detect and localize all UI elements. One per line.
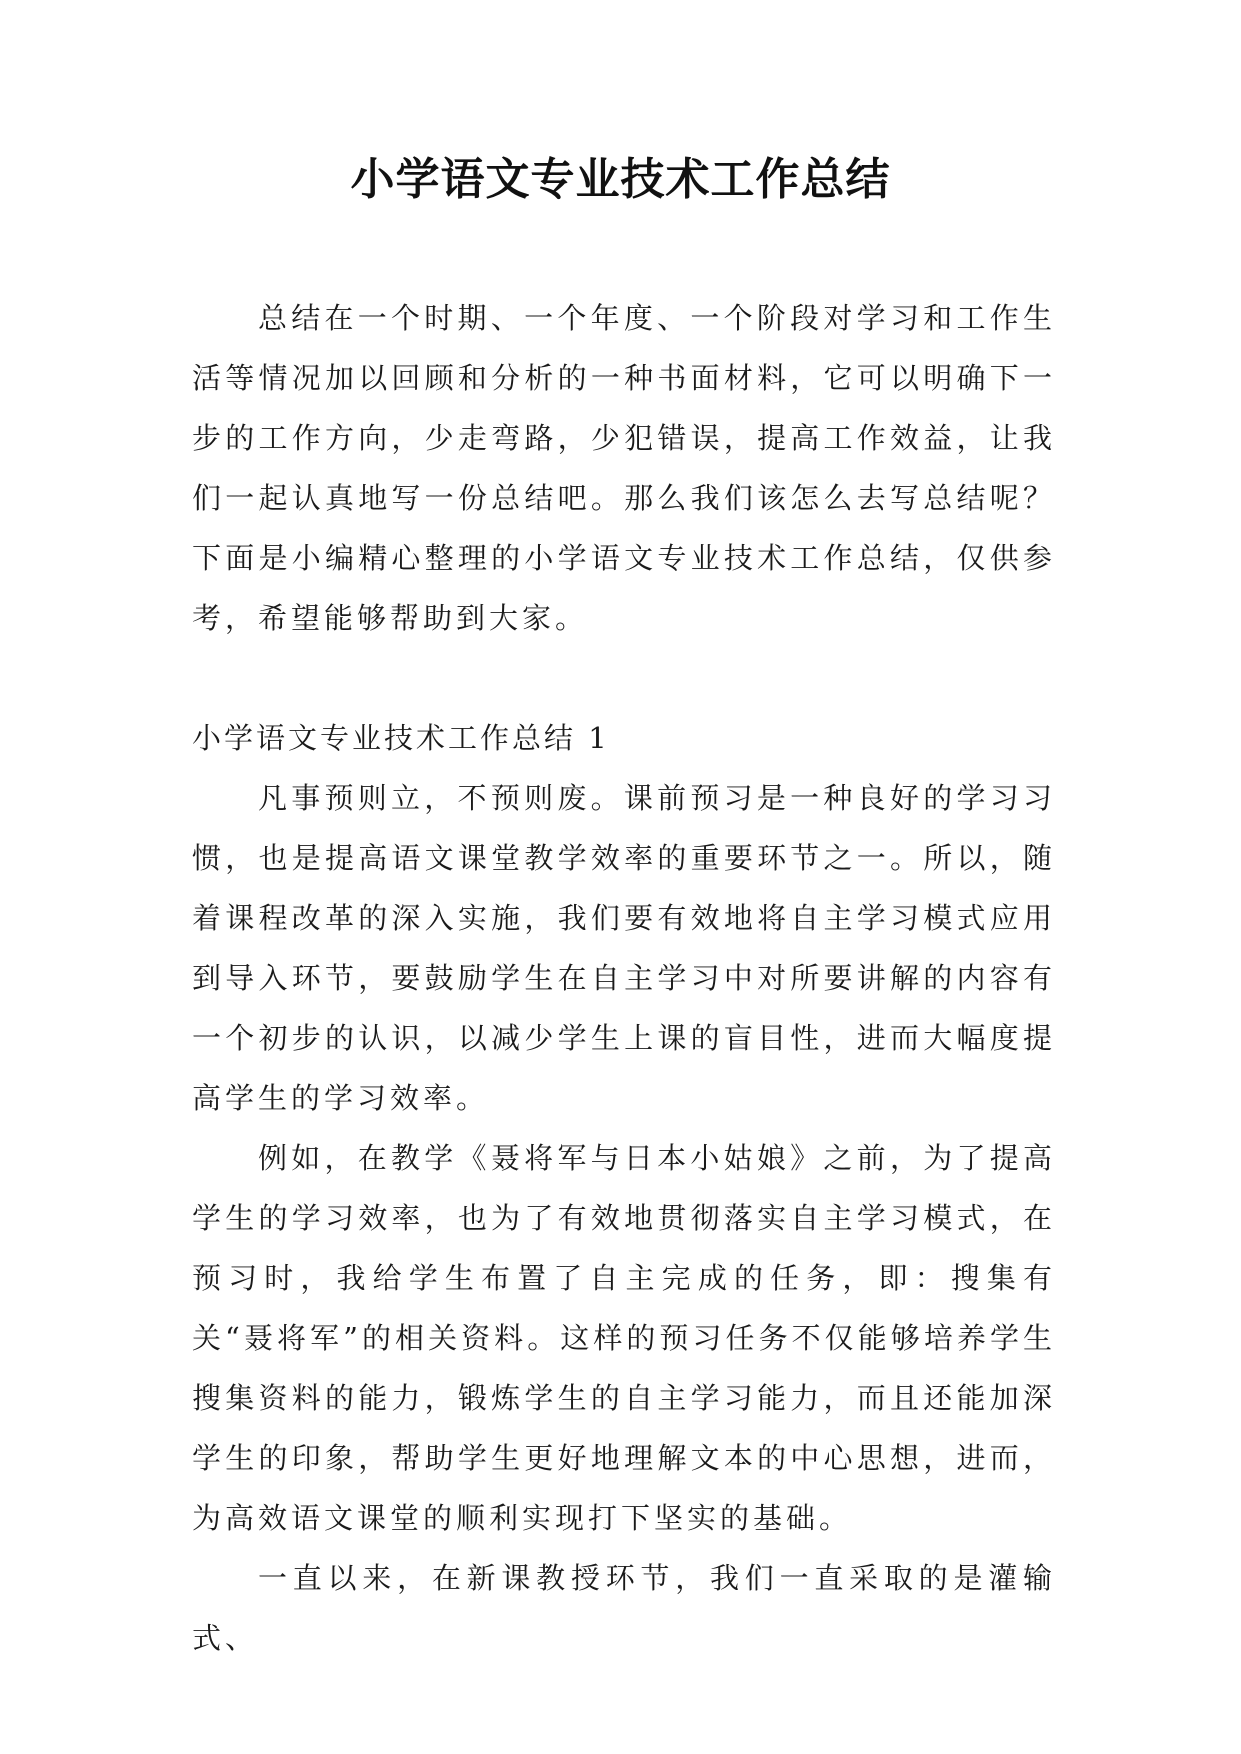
body-paragraph: 一直以来，在新课教授环节，我们一直采取的是灌输式、 xyxy=(192,1561,1056,1655)
document-body xyxy=(192,288,1056,1668)
intro-paragraph: 总结在一个时期、一个年度、一个阶段对学习和工作生活等情况加以回顾和分析的一种书面材料，它可以明确下一步的工作方向，少走弯路，少犯错误，提高工作效益，让我们一起认真地写一份总结吧。那么我们该怎么去写总结呢？下面是小编精心整理的小学语文专业技术工作总结，仅供参考，希望能够帮助到大家。 xyxy=(192,301,1056,635)
body-paragraph: 凡事预则立，不预则废。课前预习是一种良好的学习习惯，也是提高语文课堂教学效率的重要环节之一。所以，随着课程改革的深入实施，我们要有效地将自主学习模式应用到导入环节，要鼓励学生在自主学习中对所要讲解的内容有一个初步的认识，以减少学生上课的盲目性，进而大幅度提高学生的学习效率。 xyxy=(192,781,1056,1115)
document-title: 小学语文专业技术工作总结 xyxy=(350,154,891,205)
body-paragraph: 例如，在教学《聂将军与日本小姑娘》之前，为了提高学生的学习效率，也为了有效地贯彻落实自主学习模式，在预习时，我给学生布置了自主完成的任务，即：搜集有关“聂将军”的相关资料。这样的预习任务不仅能够培养学生搜集资料的能力，锻炼学生的自主学习能力，而且还能加深学生的印象，帮助学生更好地理解文本的中心思想，进而，为高效语文课堂的顺利实现打下坚实的基础。 xyxy=(192,1141,1056,1535)
section-heading: 小学语文专业技术工作总结 1 xyxy=(192,721,610,755)
